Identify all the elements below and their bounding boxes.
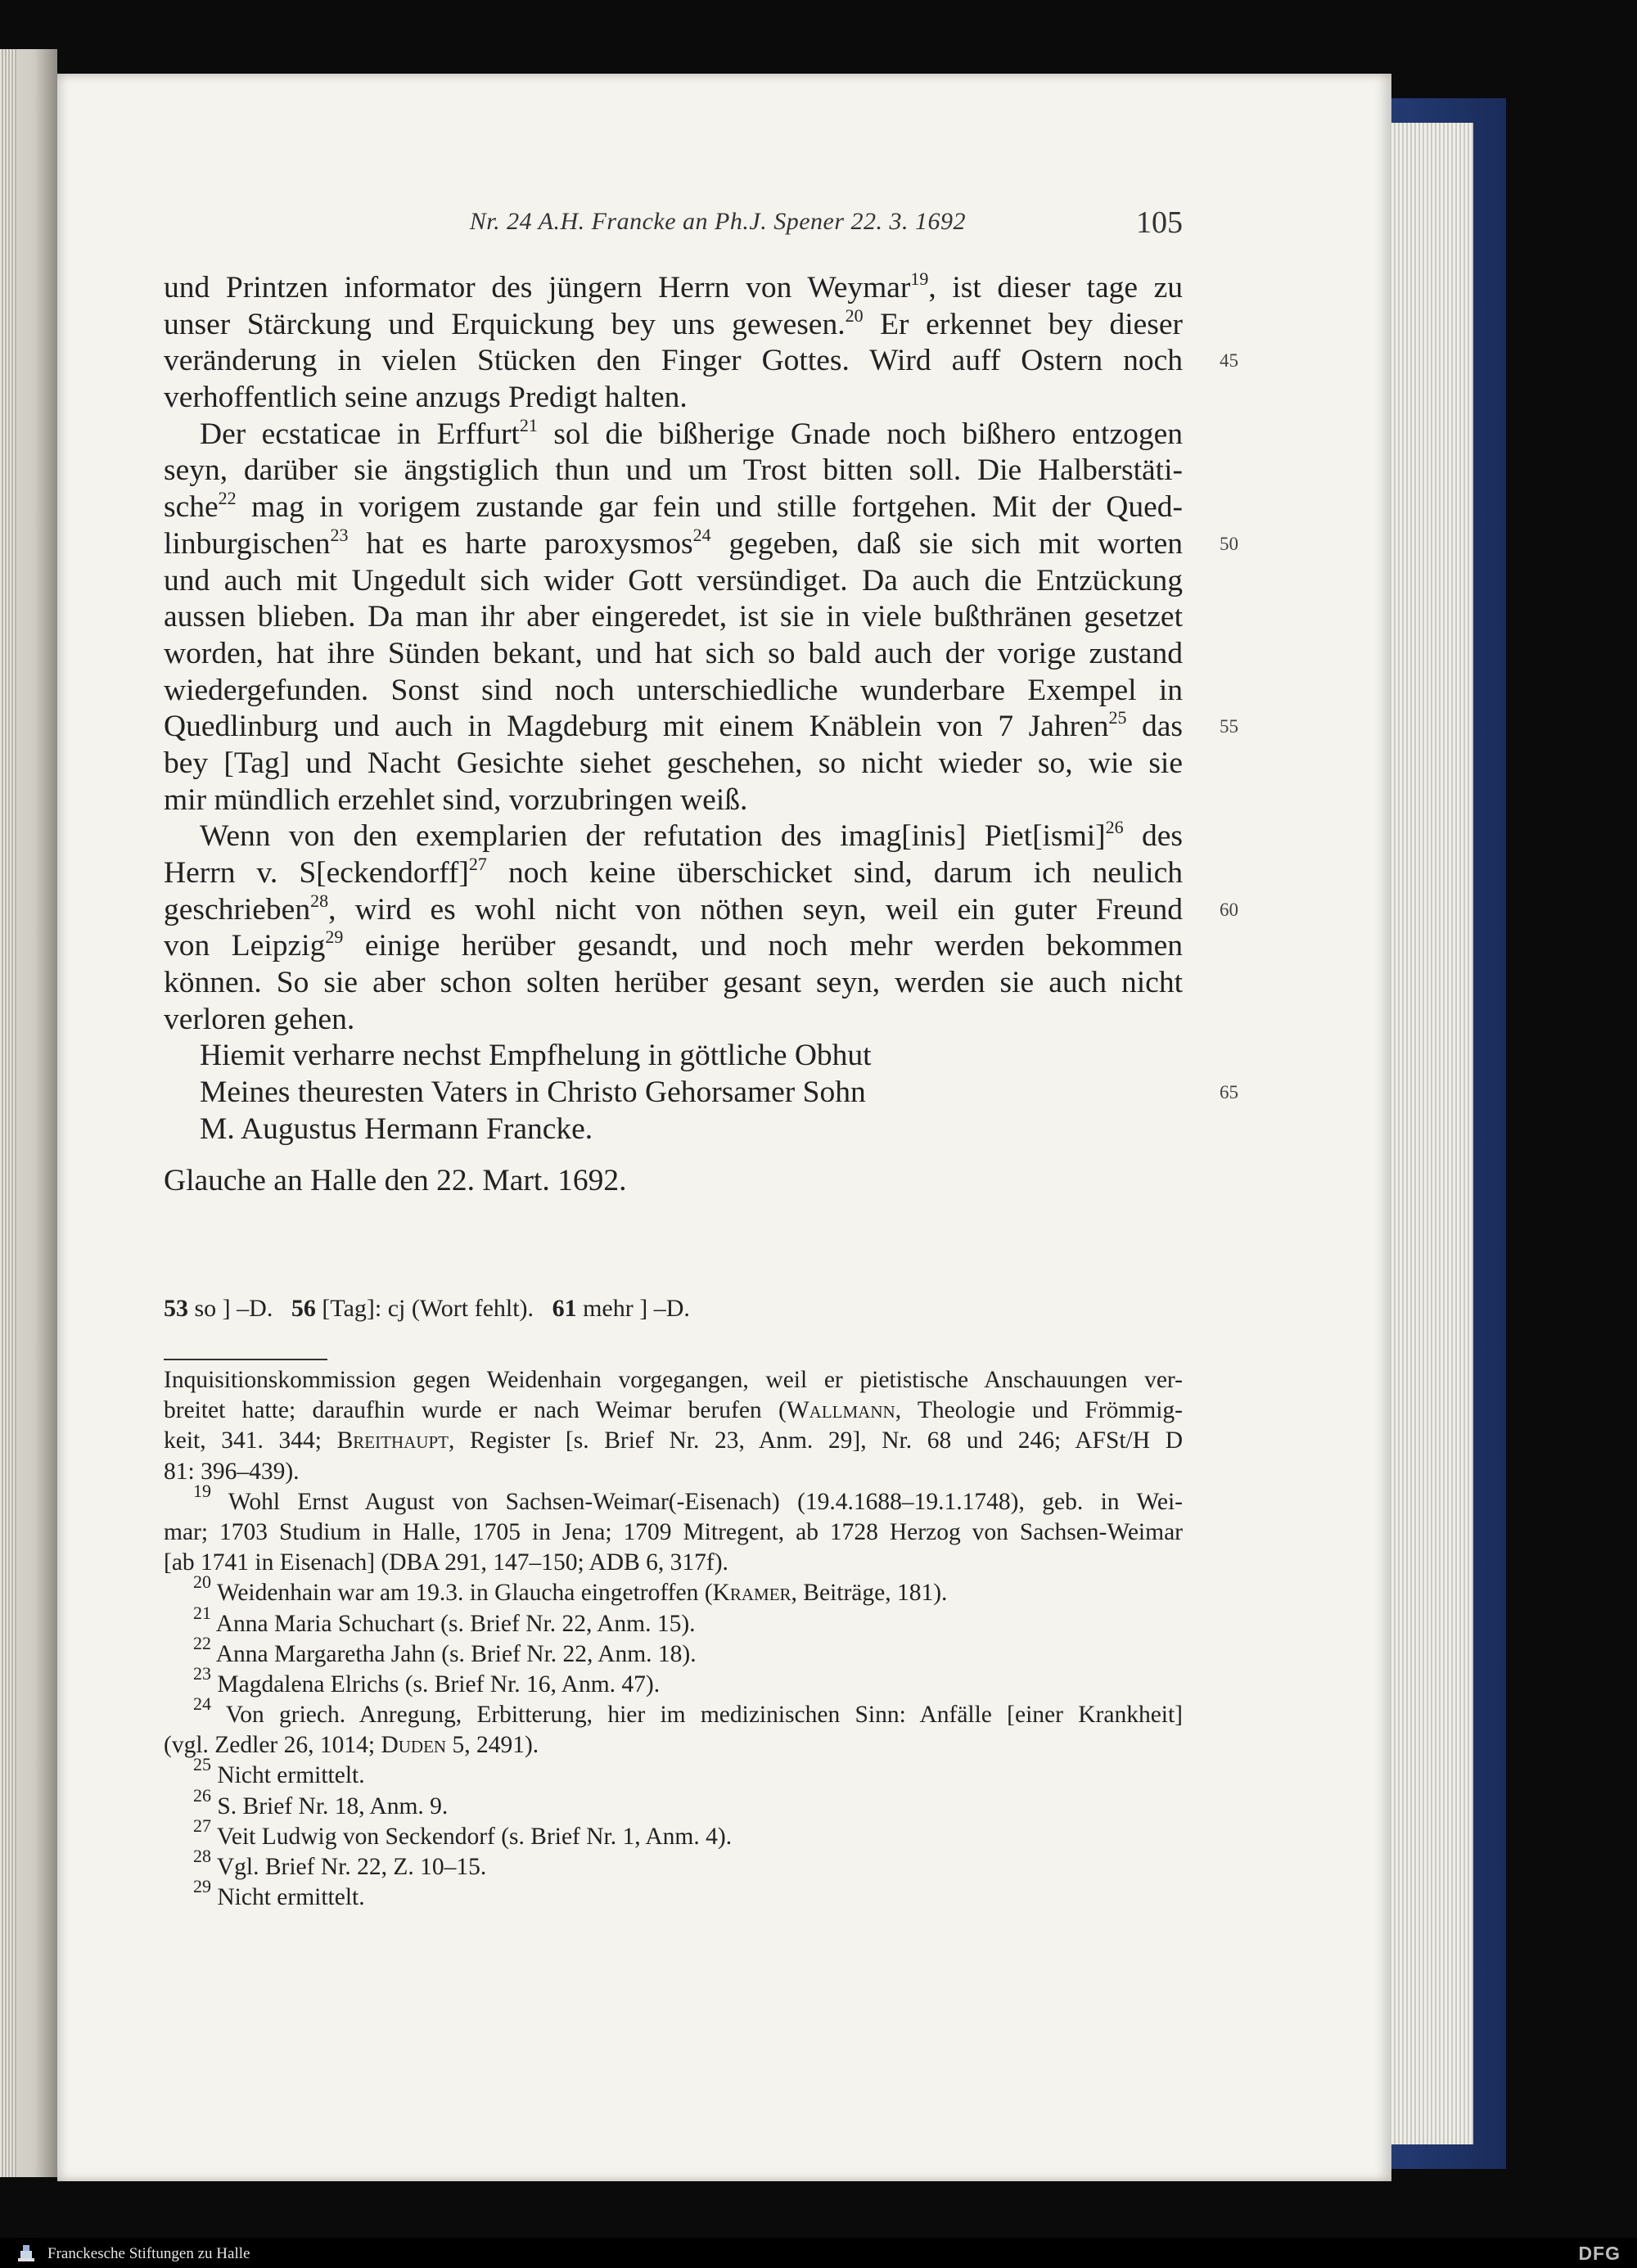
footnote-line [164, 1784, 1183, 1822]
footnote-line [164, 1815, 1183, 1852]
text-run: Anna Margaretha Jahn (s. Brief Nr. 22, Anm. 18). [211, 1640, 697, 1667]
text-run: des [1123, 819, 1183, 854]
text-run: Inquisitionskommission gegen Weidenhain vorgegangen, weil er pietistische Anschauungen ver- [164, 1367, 1183, 1393]
text-line [164, 636, 1183, 673]
footnote-line [164, 1571, 1183, 1608]
text-run: mag in vorigem zustande gar fein und stille fortgehen. Mit der Qued- [236, 490, 1183, 525]
text-line [164, 343, 1238, 380]
closing-line [164, 1075, 1238, 1111]
footnote-line [164, 1730, 1183, 1761]
text-run: , Beiträge, 181). [791, 1580, 948, 1607]
running-head: Nr. 24 A.H. Francke an Ph.J. Spener 22. 3. 1692 [469, 208, 966, 235]
footnote-ref: 19 [910, 268, 929, 289]
text-line [164, 563, 1183, 600]
footnote-ref: 21 [519, 414, 538, 435]
apparatus-line-ref: 56 [291, 1295, 316, 1322]
text-run: Nicht ermittelt. [211, 1884, 365, 1911]
text-run: gegeben, daß sie sich mit worten [710, 526, 1184, 561]
text-run: sol die bißherige Gnade noch bißhero entzogen [537, 417, 1183, 451]
footnote-ref: 22 [193, 1632, 211, 1653]
footnote-ref: 28 [310, 890, 329, 911]
footnote-ref: 28 [193, 1846, 211, 1866]
text-run: und Printzen informator des jüngern Herrn von Weymar [164, 271, 911, 304]
text-line [164, 707, 1238, 746]
line-number: 45 [1220, 350, 1238, 372]
author-name: Kramer [712, 1580, 791, 1607]
footnote-ref: 27 [193, 1815, 211, 1836]
text-run: bey [Tag] und Nacht Gesichte siehet geschehen, so nicht wieder so, wie sie [164, 746, 1183, 780]
text-line [164, 453, 1183, 489]
text-run: Von griech. Anregung, Erbitterung, hier im medizinischen Sinn: Anfälle [einer Krankheit] [211, 1702, 1183, 1729]
text-line [164, 1002, 1183, 1039]
letter-text [164, 268, 1238, 1199]
text-run: sche [164, 490, 219, 525]
text-run: Magdalena Elrichs (s. Brief Nr. 16, Anm. 47). [211, 1671, 661, 1698]
text-run: können. So sie aber schon solten herüber gesant seyn, werden sie auch nicht [164, 966, 1183, 1000]
text-run: aussen blieben. Da man ihr aber eingeredet, ist sie in viele bußthränen gesetzet [164, 600, 1183, 634]
text-line [164, 524, 1238, 563]
line-number: 50 [1220, 533, 1238, 554]
dfg-logo: DFG [1578, 2243, 1621, 2264]
footnote-line [164, 1396, 1183, 1426]
footnote-line [164, 1693, 1183, 1730]
text-run: Anna Maria Schuchart (s. Brief Nr. 22, Anm. 15). [211, 1610, 696, 1637]
footnote-ref: 24 [193, 1693, 211, 1715]
text-line [164, 855, 1183, 892]
institution-name: Franckesche Stiftungen zu Halle [47, 2245, 250, 2262]
apparatus-entry: mehr ] –D. [576, 1295, 690, 1322]
text-run: (vgl. Zedler 26, 1014; [164, 1732, 381, 1759]
footnote-line [164, 1457, 1183, 1487]
text-run: 81: 396–439). [164, 1458, 300, 1485]
text-line [164, 673, 1183, 710]
text-run: Er erkennet bey dieser [863, 307, 1183, 341]
text-run: worden, hat ihre Sünden bekant, und hat sich so bald auch der vorige zustand [164, 636, 1183, 670]
footnote-ref: 29 [193, 1876, 211, 1897]
text-run: geschrieben [164, 892, 311, 927]
apparatus-entry: so ] –D. [188, 1295, 291, 1322]
text-run: keit, 341. 344; [164, 1427, 337, 1454]
footnote-line [164, 1846, 1183, 1882]
text-line [164, 599, 1183, 636]
text-run: und auch mit Ungedult sich wider Gott versündiget. Da auch die Entzückung [164, 563, 1183, 597]
text-run: , Theologie und Frömmig- [895, 1397, 1183, 1424]
footnote-ref: 26 [1105, 817, 1124, 838]
author-name: Wallmann [786, 1397, 895, 1424]
text-run: , Register [s. Brief Nr. 23, Anm. 29], Nr. 68 und 246; AFSt/H D [448, 1427, 1184, 1454]
text-line [164, 380, 1183, 417]
text-run: M. Augustus Hermann Francke. [200, 1111, 593, 1146]
footnote-ref: 20 [845, 304, 864, 326]
text-run: Herrn v. S[eckendorff] [164, 856, 469, 890]
closing-line [164, 1038, 1183, 1075]
text-run: einige herüber gesandt, und noch mehr werden bekommen [343, 929, 1183, 963]
text-line [164, 414, 1183, 453]
text-run: breitet hatte; daraufhin wurde er nach Weimar berufen ( [164, 1397, 787, 1424]
text-run: von Leipzig [164, 929, 326, 963]
text-line [164, 304, 1183, 344]
closing-line [164, 1111, 1183, 1148]
text-run: seyn, darüber sie ängstiglich thun und um Trost bitten soll. Die Halberstäti- [164, 453, 1183, 488]
text-line [164, 1163, 1183, 1200]
footnote-ref: 23 [193, 1662, 211, 1684]
text-line [164, 928, 1183, 965]
footnote-line [164, 1517, 1183, 1548]
text-run: Wohl Ernst August von Sachsen-Weimar(-Eisenach) (19.4.1688–19.1.1748), geb. in Wei- [211, 1488, 1183, 1515]
page-header [164, 205, 1183, 246]
critical-apparatus [164, 1295, 1183, 1323]
footnote-line [164, 1876, 1183, 1913]
footnote-ref: 23 [330, 524, 349, 545]
text-run: verloren gehen. [164, 1002, 355, 1036]
text-run: Wenn von den exemplarien der refutation des imag[inis] Piet[ismi] [200, 819, 1106, 854]
footnote-ref: 25 [193, 1754, 211, 1775]
text-run: , ist dieser tage zu [928, 271, 1184, 304]
page-number: 105 [1136, 205, 1183, 240]
footnote-ref: 25 [1108, 707, 1127, 728]
line-number: 65 [1220, 1082, 1238, 1103]
text-run: Glauche an Halle den 22. Mart. 1692. [164, 1163, 627, 1197]
text-run: linburgischen [164, 526, 331, 561]
text-line [164, 782, 1183, 819]
footnote-ref: 22 [218, 488, 237, 509]
text-run: Veit Ludwig von Seckendorf (s. Brief Nr. 1, Anm. 4). [211, 1823, 733, 1850]
text-line [164, 818, 1183, 855]
text-line [164, 270, 1183, 307]
text-run: Nicht ermittelt. [211, 1762, 365, 1789]
text-line [164, 489, 1183, 526]
footnote-ref: 29 [325, 927, 344, 948]
footnote-line [164, 1365, 1183, 1396]
text-line [164, 746, 1183, 782]
footnote-rule [164, 1359, 327, 1360]
footnote-line [164, 1426, 1183, 1456]
text-run: Der ecstaticae in Erffurt [200, 417, 520, 451]
text-run: verhoffentlich seine anzugs Predigt halten. [164, 381, 688, 415]
text-run: Quedlinburg und auch in Magdeburg mit einem Knäblein von 7 Jahren [164, 710, 1109, 744]
text-run: Vgl. Brief Nr. 22, Z. 10–15. [211, 1854, 487, 1880]
text-run: das [1126, 710, 1183, 744]
text-run: unser Stärckung und Erquickung bey uns gewesen. [164, 307, 846, 341]
text-run: , wird es wohl nicht von nöthen seyn, weil ein guter Freund [328, 892, 1183, 927]
text-line [164, 965, 1183, 1002]
text-run: [ab 1741 in Eisenach] (DBA 291, 147–150; ADB 6, 317f). [164, 1549, 728, 1576]
apparatus-line-ref: 61 [552, 1295, 577, 1322]
text-run: S. Brief Nr. 18, Anm. 9. [211, 1792, 449, 1819]
footer-bar [0, 2238, 1637, 2268]
footnote-ref: 19 [193, 1480, 211, 1501]
footnote-ref: 21 [193, 1602, 211, 1623]
footnote-ref: 27 [468, 854, 487, 874]
text-run: mir mündlich erzehlet sind, vorzubringen weiß. [164, 782, 748, 817]
text-run: Weidenhain war am 19.3. in Glaucha eingetroffen ( [211, 1580, 713, 1607]
text-line [164, 890, 1238, 929]
page-block-edges [1383, 123, 1473, 2144]
text-run: noch keine überschicket sind, darum ich neulich [486, 856, 1183, 890]
footnote-line [164, 1754, 1183, 1791]
footnote-line [164, 1662, 1183, 1700]
author-name: Breithaupt [336, 1427, 449, 1454]
author-name: Duden [381, 1732, 447, 1759]
footnote-ref: 20 [193, 1571, 211, 1593]
footnote-line [164, 1548, 1183, 1578]
text-run: 5, 2491). [446, 1732, 539, 1759]
footnote-ref: 26 [193, 1784, 211, 1806]
text-run: veränderung in vielen Stücken den Finger Gottes. Wird auff Ostern noch [164, 344, 1183, 378]
francke-foundation-logo-icon [16, 2243, 36, 2264]
text-run: mar; 1703 Studium in Halle, 1705 in Jena; 1709 Mitregent, ab 1728 Herzog von Sachsen-Weimar [164, 1518, 1183, 1545]
footnote-ref: 24 [692, 524, 711, 545]
left-page-edge [0, 49, 16, 2177]
text-run: wiedergefunden. Sonst sind noch unterschiedliche wunderbare Exempel in [164, 673, 1183, 707]
text-run: hat es harte paroxysmos [348, 526, 693, 561]
footnote-line [164, 1632, 1183, 1670]
line-number: 60 [1220, 899, 1238, 920]
paragraph-gap [164, 1148, 1183, 1163]
apparatus-entry: [Tag]: cj (Wort fehlt). [315, 1295, 552, 1322]
footnotes [164, 1365, 1183, 1913]
text-run: Hiemit verharre nechst Empfhelung in göttliche Obhut [200, 1039, 872, 1073]
line-number: 55 [1220, 716, 1238, 737]
text-run: Meines theuresten Vaters in Christo Gehorsamer Sohn [200, 1075, 866, 1110]
apparatus-line-ref: 53 [164, 1295, 188, 1322]
footnote-line [164, 1480, 1183, 1517]
footnote-line [164, 1602, 1183, 1639]
